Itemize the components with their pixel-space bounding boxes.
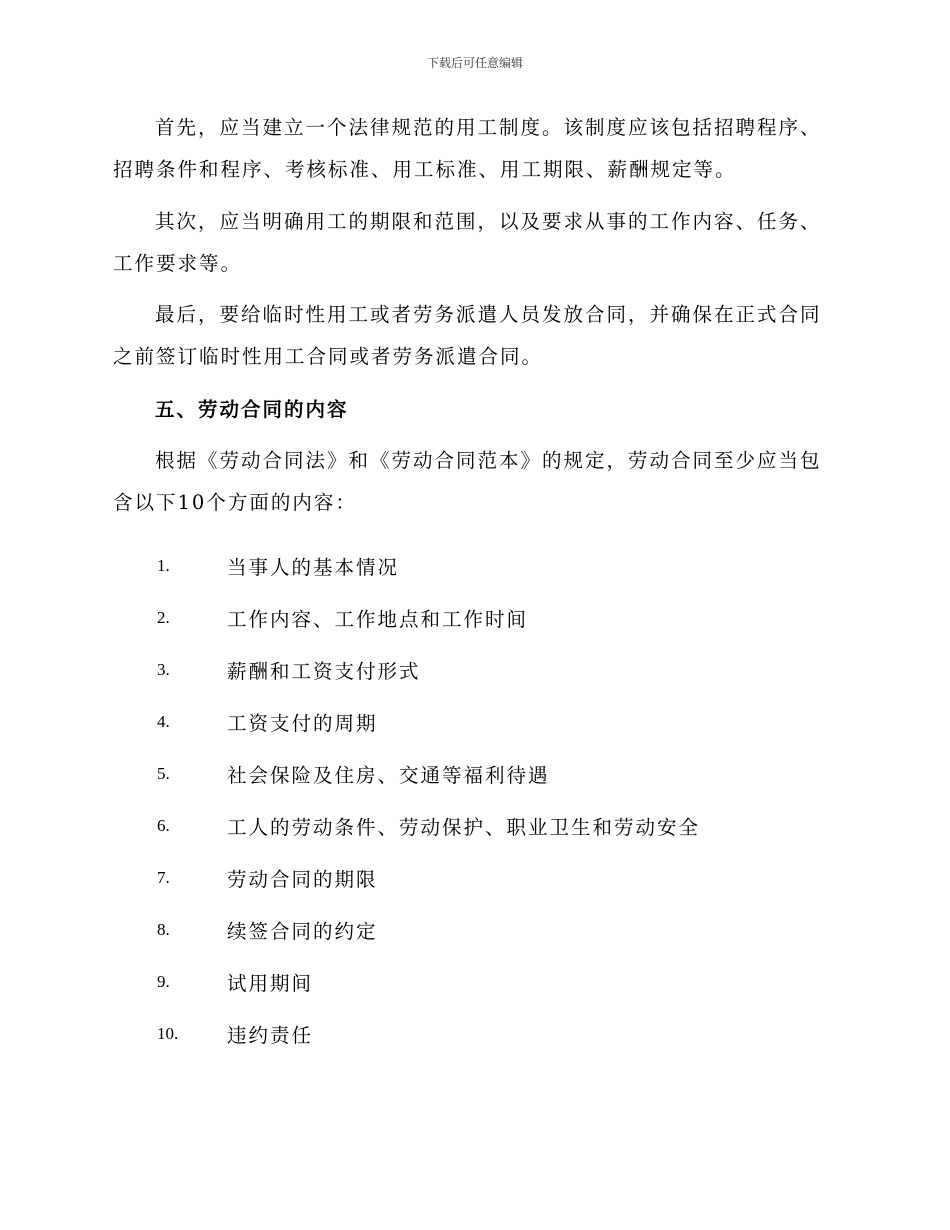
list-item-number: 1. — [157, 556, 170, 575]
list-item-number: 2. — [157, 608, 170, 627]
list-item-text: 试用期间 — [227, 972, 314, 995]
list-item — [157, 644, 700, 696]
list-item-text: 工人的劳动条件、劳动保护、职业卫生和劳动安全 — [227, 816, 701, 839]
section-intro: 根据《劳动合同法》和《劳动合同范本》的规定，劳动合同至少应当包含以下10个方面的内容： — [113, 449, 822, 514]
section-heading: 五、劳动合同的内容 — [155, 398, 349, 421]
list-item-text: 当事人的基本情况 — [227, 556, 400, 579]
list-item — [157, 696, 700, 748]
list-item — [157, 1008, 700, 1060]
list-item-text: 社会保险及住房、交通等福利待遇 — [227, 764, 550, 787]
list-item — [157, 748, 700, 800]
list-item-text: 劳动合同的期限 — [227, 868, 378, 891]
list-item-number: 8. — [157, 920, 170, 939]
paragraph-third: 最后，要给临时性用工或者劳务派遣人员发放合同，并确保在正式合同之前签订临时性用工合同或者劳务派遣合同。 — [113, 303, 822, 368]
list-item — [157, 956, 700, 1008]
list-item-number: 6. — [157, 816, 170, 835]
list-item — [157, 592, 700, 644]
list-item-number: 3. — [157, 660, 170, 679]
list-item-number: 4. — [157, 712, 170, 731]
list-item-text: 续签合同的约定 — [227, 920, 378, 943]
list-item-number: 5. — [157, 764, 170, 783]
paragraph-second: 其次，应当明确用工的期限和范围，以及要求从事的工作内容、任务、工作要求等。 — [113, 210, 822, 275]
list-item-number: 7. — [157, 868, 170, 887]
paragraph-first: 首先，应当建立一个法律规范的用工制度。该制度应该包括招聘程序、招聘条件和程序、考核标准、用工标准、用工期限、薪酬规定等。 — [113, 116, 822, 181]
list-item-text: 薪酬和工资支付形式 — [227, 660, 421, 683]
list-item — [157, 852, 700, 904]
list-item-number: 10. — [157, 1024, 179, 1043]
list-item-text: 工资支付的周期 — [227, 712, 378, 735]
page-header: 下载后可任意编辑 — [426, 56, 523, 70]
list-item-number: 9. — [157, 972, 170, 991]
contract-items-list — [157, 540, 700, 1060]
list-item — [157, 800, 700, 852]
list-item — [157, 904, 700, 956]
list-item — [157, 540, 700, 592]
list-item-text: 违约责任 — [227, 1024, 314, 1047]
list-item-text: 工作内容、工作地点和工作时间 — [227, 608, 529, 631]
